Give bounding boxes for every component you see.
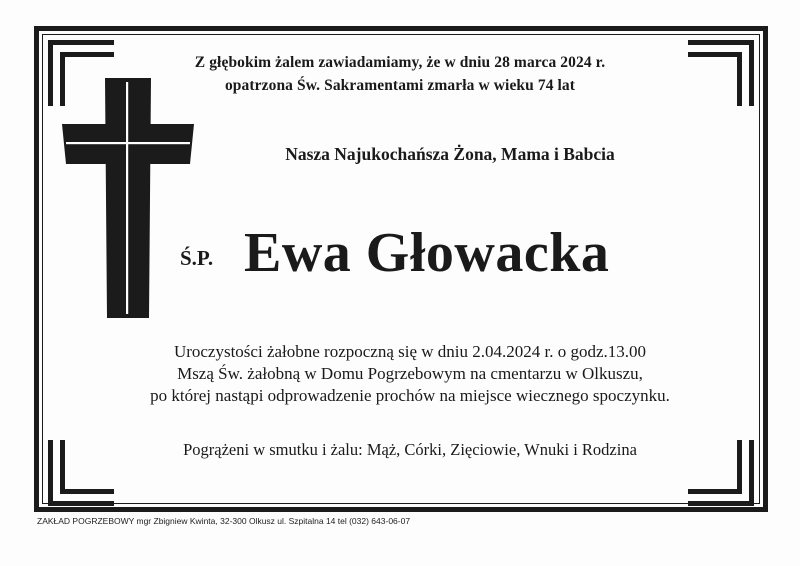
cross-icon <box>62 78 194 318</box>
funeral-line-3: po której nastąpi odprowadzenie prochów na miejsce wiecznego spoczynku. <box>150 386 670 405</box>
corner-ornament-top-right <box>686 38 756 108</box>
mourners-line: Pogrążeni w smutku i żalu: Mąż, Córki, Zięciowie, Wnuki i Rodzina <box>183 440 637 459</box>
funeral-line-1: Uroczystości żałobne rozpoczną się w dniu 2.04.2024 r. o godz.13.00 <box>173 342 647 361</box>
intro-line-2: opatrzona Św. Sakramentami zmarła w wieku 74 lat <box>224 77 576 94</box>
intro-line-1: Z głębokim żalem zawiadamiamy, że w dniu 28 marca 2024 r. <box>194 54 606 71</box>
relation-line: Nasza Najukochańsza Żona, Mama i Babcia <box>285 144 615 164</box>
funeral-line-2: Mszą Św. żałobną w Domu Pogrzebowym na cmentarzu w Olkuszu, <box>177 364 643 383</box>
deceased-name-row <box>180 218 740 288</box>
deceased-name: Ewa Głowacka <box>244 222 610 284</box>
funeral-home-footer: ZAKŁAD POGRZEBOWY mgr Zbigniew Kwinta, 32-300 Olkusz ul. Szpitalna 14 tel (032) 643-06-07 <box>37 516 411 526</box>
sp-prefix: Ś.P. <box>180 246 214 270</box>
